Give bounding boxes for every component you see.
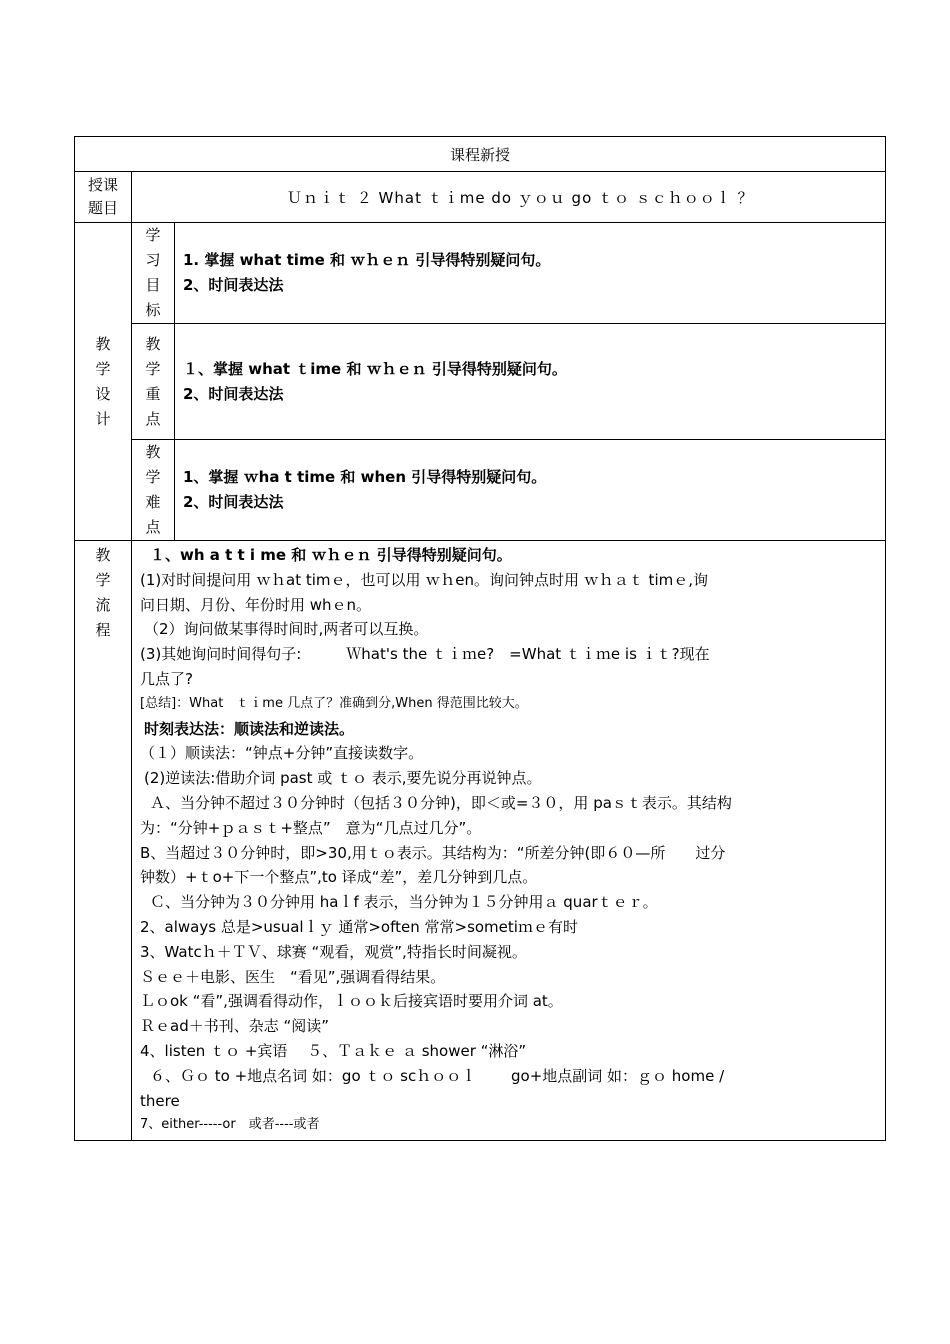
header-title: 课程新授 — [75, 137, 886, 172]
goals-line: 1. 掌握 what time 和 ｗｈｅｎ 引导得特别疑问句。 — [183, 251, 551, 269]
topic-label-line2: 题目 — [87, 199, 118, 217]
goals-label-char: 学 — [145, 226, 161, 244]
process-line: （１）顺读法：“钟点+分钟”直接读数字。 — [140, 744, 424, 763]
process-line: 3、Watcｈ＋ＴＶ、球赛 “观看，观赏”,特指长时间凝视。 — [140, 942, 527, 961]
difficulties-line: 2、时间表达法 — [183, 493, 284, 511]
keypoints-line: １、掌握 what ｔime 和 ｗｈｅｎ 引导得特别疑问句。 — [183, 359, 567, 378]
design-row-keypoints — [75, 324, 886, 440]
topic-label — [75, 172, 132, 223]
keypoints-content — [175, 324, 886, 440]
process-label-char: 程 — [95, 621, 111, 639]
design-label-char: 教 — [95, 334, 111, 353]
process-label-char: 教 — [95, 546, 111, 564]
process-line: there — [140, 1091, 180, 1110]
process-row — [75, 541, 886, 1141]
process-line: (2)逆读法:借助介词 past 或 ｔｏ 表示,要先说分再说钟点。 — [144, 769, 542, 788]
topic-row — [75, 172, 886, 223]
design-label-char: 计 — [95, 409, 111, 428]
goals-content — [175, 223, 886, 324]
process-line: B、当超过３０分钟时，即>30,用ｔｏ表示。其结构为：“所差分钟(即６０—所 过分 — [140, 843, 726, 862]
difficulties-line: 1、掌握 ｗha t time 和 when 引导得特别疑问句。 — [183, 468, 547, 486]
process-line: １、wh a t t i me 和 ｗｈｅｎ 引导得特别疑问句。 — [150, 546, 512, 564]
design-row-goals — [75, 223, 886, 324]
design-label — [75, 223, 132, 541]
process-line: [总结]：What ｔｉme 几点了？准确到分,When 得范围比较大。 — [140, 695, 528, 711]
process-line: 为：“分钟+ｐａｓｔ+整点” 意为“几点过几分”。 — [140, 818, 482, 837]
process-line: 钟数）+ｔo+下一个整点”,to 译成“差”，差几分钟到几点。 — [140, 868, 538, 887]
process-line: Ｌｏok “看”,强调看得动作，ｌｏｏｋ后接宾语时要用介词 at。 — [140, 992, 563, 1011]
process-line: 几点了? — [140, 669, 193, 688]
process-line: (1)对时间提问用 ｗｈat timｅ，也可以用 ｗｈen。询问钟点时用 ｗｈａｔ timｅ,询 — [140, 570, 708, 589]
goals-label — [132, 223, 175, 324]
keypoints-line: 2、时间表达法 — [183, 384, 284, 403]
process-label-char: 流 — [95, 596, 111, 614]
process-line: (3)其她询问时间得句子: Ｗhat's the ｔｉｍe? =What ｔｉｍe is ｉｔ?现在 — [140, 645, 710, 664]
goals-label-char: 目 — [145, 276, 161, 294]
difficulties-label-char: 难 — [145, 493, 161, 511]
process-line: 7、either-----or 或者----或者 — [140, 1117, 320, 1133]
keypoints-label-char: 点 — [145, 409, 161, 428]
design-row-difficulties — [75, 440, 886, 541]
process-line: 问日期、月份、年份时用 whｅn。 — [140, 595, 372, 614]
difficulties-label-char: 教 — [145, 443, 161, 461]
goals-label-char: 标 — [145, 301, 161, 319]
topic-title: Ｕｎｉｔ ２ What ｔｉme do ｙｏｕ go ｔｏ ｓｃｈｏｏｌ ？ — [132, 172, 886, 223]
process-content — [132, 541, 886, 1141]
difficulties-content — [175, 440, 886, 541]
process-line: Ｓｅｅ＋电影、医生 “看见”,强调看得结果。 — [140, 967, 446, 986]
process-line: 2、always 总是>usualｌｙ 通常>often 常常>sometiｍｅ有时 — [140, 917, 578, 936]
goals-label-char: 习 — [145, 251, 161, 269]
process-line: Ｒｅad＋书刊、杂志 “阅读” — [140, 1017, 330, 1036]
process-line: ６、Ｇｏ to +地点名词 如：go ｔｏ scｈｏｏｌ go+地点副词 如：ｇｏ home / — [150, 1066, 725, 1085]
lesson-plan-table — [74, 136, 886, 1141]
process-label-char: 学 — [95, 571, 111, 589]
process-line: 时刻表达法：顺读法和逆读法。 — [144, 719, 355, 738]
goals-line: 2、时间表达法 — [183, 276, 284, 294]
design-label-char: 学 — [95, 359, 111, 378]
keypoints-label-char: 学 — [145, 359, 161, 378]
difficulties-label-char: 点 — [145, 518, 161, 536]
keypoints-label-char: 教 — [145, 334, 161, 353]
difficulties-label-char: 学 — [145, 468, 161, 486]
header-row — [75, 137, 886, 172]
difficulties-label — [132, 440, 175, 541]
topic-label-line1: 授课 — [87, 176, 118, 194]
process-line: 4、listen ｔｏ +宾语 ５、Ｔａｋｅ ａ shower “淋浴” — [140, 1041, 527, 1060]
process-line: Ａ、当分钟不超过３０分钟时（包括３０分钟)，即＜或=３０，用 paｓｔ表示。其结构 — [150, 793, 732, 812]
process-label — [75, 541, 132, 1141]
keypoints-label — [132, 324, 175, 440]
process-line: Ｃ、当分钟为３０分钟用 haｌf 表示，当分钟为１５分钟用ａ quarｔｅｒ。 — [150, 893, 658, 912]
keypoints-label-char: 重 — [145, 384, 161, 403]
design-label-char: 设 — [95, 384, 111, 403]
process-line: （2）询问做某事得时间时,两者可以互换。 — [144, 620, 429, 639]
